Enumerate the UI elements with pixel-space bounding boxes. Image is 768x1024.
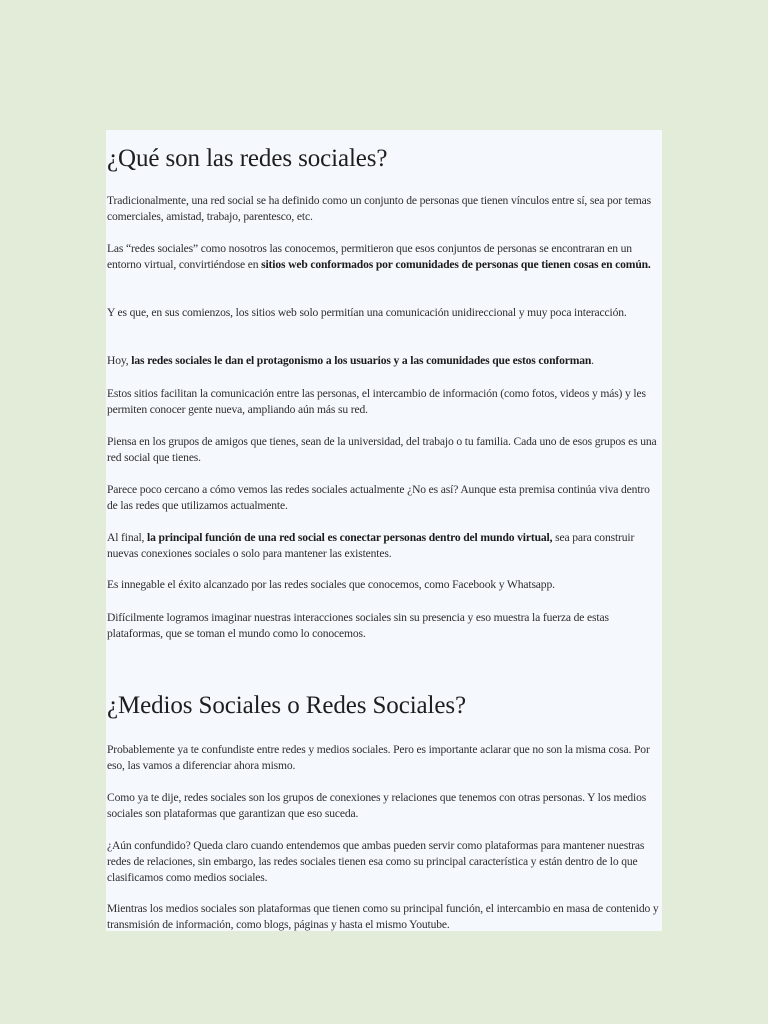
paragraph [107, 241, 663, 273]
paragraph [107, 353, 663, 369]
section-title-redes-sociales: ¿Qué son las redes sociales? [107, 145, 388, 172]
paragraph: ¿Aún confundido? Queda claro cuando entendemos que ambas pueden servir como plataformas para mantener nuestras redes de relaciones, sin embargo, las redes sociales tienen esa como su principal característica y están dentro de lo que clasificamos como medios sociales. [107, 839, 645, 884]
paragraph: Tradicionalmente, una red social se ha definido como un conjunto de personas que tienen vínculos entre sí, sea por temas comerciales, amistad, trabajo, parentesco, etc. [107, 194, 652, 223]
paragraph [107, 530, 663, 562]
text-span: Las “redes sociales” como nosotros las conocemos, permitieron que esos conjuntos de personas se encontraran en un entorno virtual, convirtiéndose en [107, 242, 632, 271]
text-span: Al final, [107, 531, 148, 544]
bold-text: las redes sociales le dan el protagonismo a los usuarios y a las comunidades que estos conforman [131, 354, 592, 367]
paragraph: Piensa en los grupos de amigos que tienes, sean de la universidad, del trabajo o tu familia. Cada uno de esos grupos es una red social que tienes. [107, 435, 657, 464]
text-span: . [591, 354, 594, 367]
document-page [106, 130, 662, 931]
paragraph: Probablemente ya te confundiste entre redes y medios sociales. Pero es importante aclarar que no son la misma cosa. Por eso, las vamos a diferenciar ahora mismo. [107, 743, 650, 772]
paragraph: Es innegable el éxito alcanzado por las redes sociales que conocemos, como Facebook y Whatsapp. [107, 578, 555, 591]
section-title-medios-sociales: ¿Medios Sociales o Redes Sociales? [107, 692, 467, 719]
paragraph: Parece poco cercano a cómo vemos las redes sociales actualmente ¿No es así? Aunque esta premisa continúa viva dentro de las redes que utilizamos actualmente. [107, 483, 650, 512]
paragraph: Estos sitios facilitan la comunicación entre las personas, el intercambio de información (como fotos, videos y más) y les permiten conocer gente nueva, ampliando aún más su red. [107, 387, 646, 416]
paragraph: Y es que, en sus comienzos, los sitios web solo permitían una comunicación unidireccional y muy poca interacción. [107, 306, 627, 319]
text-span: sea para construir nuevas conexiones sociales o solo para mantener las existentes. [107, 531, 635, 560]
bold-text: sitios web conformados por comunidades de personas que tienen cosas en común. [261, 257, 651, 271]
text-span: Hoy, [107, 354, 132, 367]
paragraph: Mientras los medios sociales son plataformas que tienen como su principal función, el intercambio en masa de contenido y transmisión de información, como blogs, páginas y hasta el mismo Youtube. [107, 902, 659, 931]
paragraph: Como ya te dije, redes sociales son los grupos de conexiones y relaciones que tenemos con otras personas. Y los medios sociales son plataformas que garantizan que eso suceda. [107, 791, 647, 820]
paragraph: Difícilmente logramos imaginar nuestras interacciones sociales sin su presencia y eso muestra la fuerza de estas plataformas, que se toman el mundo como lo conocemos. [107, 611, 609, 640]
bold-text: la principal función de una red social es conectar personas dentro del mundo virtual, [147, 531, 553, 544]
